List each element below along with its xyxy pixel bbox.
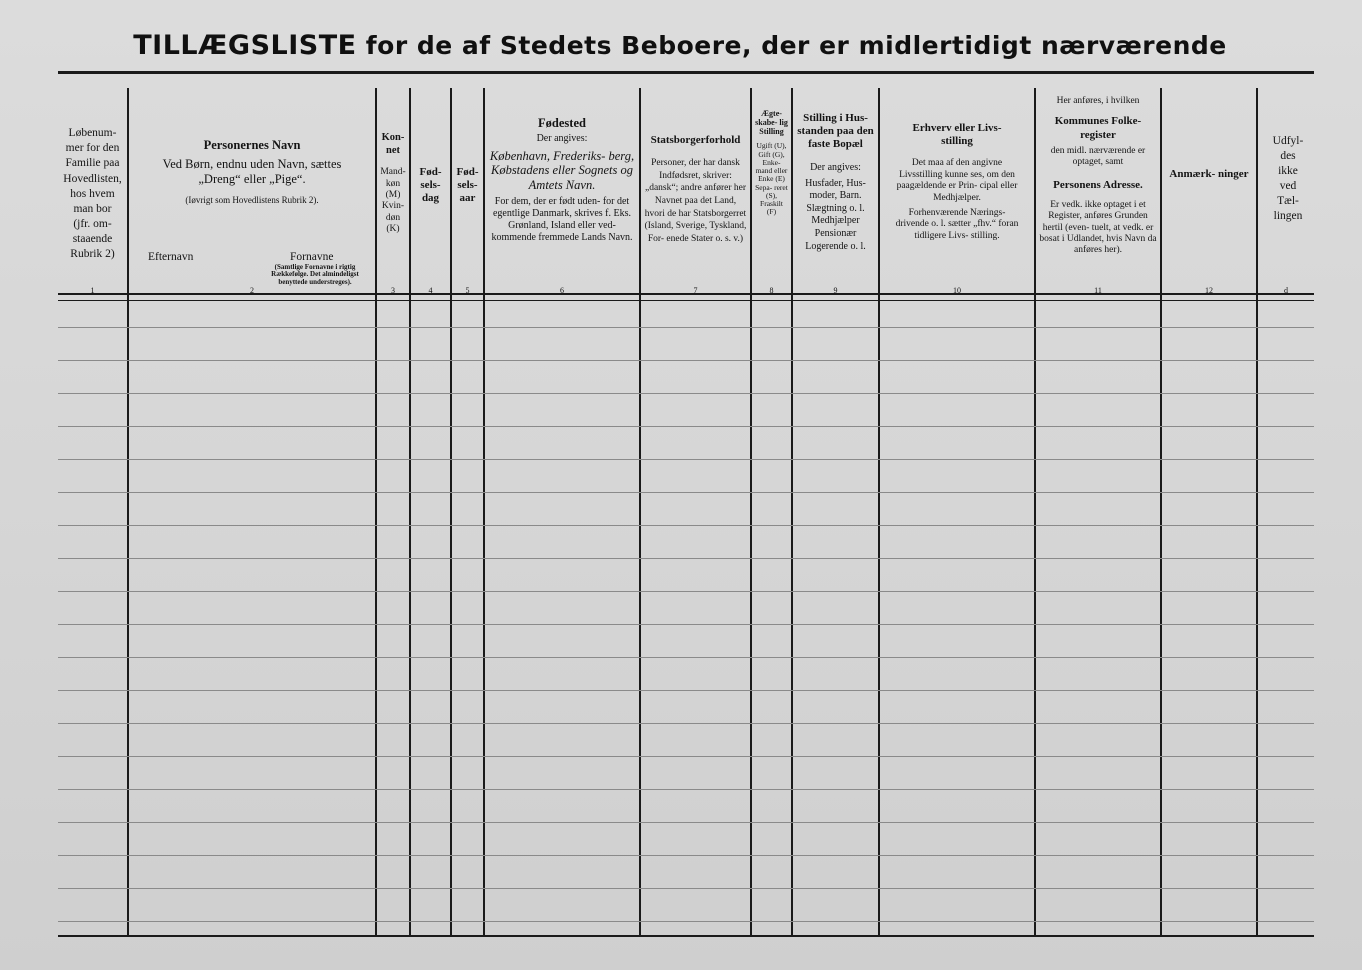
column-9-sub: Der angives: bbox=[810, 161, 861, 173]
form-title-rest: for de af Stedets Beboere, der er midlertidigt nærværende bbox=[356, 31, 1227, 60]
surname-subheader: Efternavn bbox=[148, 251, 194, 263]
form-title-main: TILLÆGSLISTE bbox=[133, 30, 357, 61]
column-6-places: København, Frederiks- berg, Købstadens eller Sognets og Amtets Navn. bbox=[489, 149, 635, 192]
column-7-header bbox=[641, 134, 750, 245]
column-5-heading: Fød- sels- aar bbox=[456, 166, 479, 205]
entry-row-line bbox=[58, 921, 1314, 922]
entry-row-line bbox=[58, 327, 1314, 328]
header-text-line: ved bbox=[1279, 179, 1297, 192]
column-number: 10 bbox=[953, 286, 961, 295]
column-divider bbox=[409, 88, 411, 937]
header-text-line: ikke bbox=[1278, 164, 1298, 177]
column-2-header bbox=[130, 138, 374, 206]
header-text-line: man bor bbox=[73, 202, 112, 215]
column-divider bbox=[127, 88, 129, 937]
header-text-line: Udfyl- bbox=[1272, 135, 1304, 147]
entry-row-line bbox=[58, 756, 1314, 757]
column-number: 7 bbox=[693, 286, 698, 295]
column-10-header bbox=[880, 122, 1034, 242]
column-3-text: Mand- køn (M) Kvin- døn (K) bbox=[380, 167, 406, 235]
column-11-header bbox=[1036, 96, 1160, 257]
entry-row-line bbox=[58, 393, 1314, 394]
column-7-heading: Statsborgerforhold bbox=[650, 134, 741, 146]
column-6-text: For dem, der er født uden- for det egentlige Danmark, skrives f. Eks. Grønland, Island eller ved- kommende fremmede Lands Navn. bbox=[491, 196, 633, 244]
entry-row-line bbox=[58, 525, 1314, 526]
column-2-heading: Personernes Navn bbox=[203, 138, 301, 152]
column-number: d bbox=[1284, 286, 1288, 295]
column-number: 3 bbox=[391, 286, 395, 295]
entry-row-line bbox=[58, 855, 1314, 856]
column-divider bbox=[450, 88, 452, 937]
column-divider bbox=[1256, 88, 1258, 937]
column-number: 12 bbox=[1205, 286, 1213, 295]
header-text-line: hos hvem bbox=[70, 187, 115, 200]
column-9-text: Husfader, Hus- moder, Barn. Slægtning o. l. Medhjælper Pensionær Logerende o. l. bbox=[805, 177, 866, 252]
column-8-text: Ugift (U), Gift (G), Enke- mand eller Enke (E) Sepa- reret (S), Fraskilt (F) bbox=[755, 141, 788, 217]
entry-row-line bbox=[58, 690, 1314, 691]
bottom-rule bbox=[58, 935, 1314, 937]
header-text-line: Familie paa bbox=[65, 157, 120, 170]
entry-row-line bbox=[58, 591, 1314, 592]
column-6-sub: Der angives: bbox=[536, 133, 588, 144]
column-9-heading: Stilling i Hus- standen paa den faste Bopæl bbox=[797, 112, 874, 151]
header-bottom-rule-2 bbox=[58, 300, 1314, 301]
header-text-line: (jfr. om- bbox=[73, 218, 112, 231]
given-names-note bbox=[258, 264, 372, 286]
column-divider bbox=[1160, 88, 1162, 937]
entry-row-line bbox=[58, 789, 1314, 790]
entry-row-line bbox=[58, 822, 1314, 823]
column-11-heading-2: Personens Adresse. bbox=[1053, 178, 1143, 191]
column-8-header bbox=[752, 110, 791, 217]
column-12-header bbox=[1162, 168, 1256, 185]
column-number: 6 bbox=[560, 286, 564, 295]
header-text-line: Hovedlisten, bbox=[63, 172, 122, 185]
column-4-header bbox=[411, 166, 450, 210]
column-1-header bbox=[58, 126, 127, 263]
column-number: 8 bbox=[769, 286, 774, 295]
header-text-line: Løbenum- bbox=[68, 127, 117, 139]
header-text-line: lingen bbox=[1273, 209, 1303, 222]
entry-row-line bbox=[58, 888, 1314, 889]
column-6-header bbox=[485, 116, 639, 244]
column-5-header bbox=[452, 166, 483, 210]
column-8-heading: Ægte- skabe- lig Stilling bbox=[755, 110, 788, 136]
column-9-header bbox=[793, 112, 878, 253]
given-names-subheader: Fornavne bbox=[290, 251, 334, 263]
form-title bbox=[60, 30, 1300, 61]
entry-row-line bbox=[58, 360, 1314, 361]
column-10-heading: Erhverv eller Livs- stilling bbox=[912, 122, 1002, 148]
column-10-text-2: Forhenværende Nærings- drivende o. l. sætter „fhv.“ foran tidligere Livs- stilling. bbox=[895, 207, 1019, 241]
column-d-text bbox=[1262, 134, 1314, 224]
column-number: 9 bbox=[833, 286, 838, 295]
column-10-text: Det maa af den angivne Livsstilling kunne ses, om den paagældende er Prin- cipal eller Medhjælper. bbox=[896, 158, 1018, 203]
column-11-pre: Her anføres, i hvilken bbox=[1056, 96, 1140, 106]
header-text-line: des bbox=[1280, 149, 1296, 162]
header-text-line: mer for den bbox=[65, 142, 120, 155]
column-12-heading: Anmærk- ninger bbox=[1169, 168, 1249, 180]
column-4-heading: Fød- sels- dag bbox=[419, 166, 442, 205]
header-text-line: staaende bbox=[72, 233, 113, 246]
header-text-line: Rubrik 2) bbox=[70, 248, 115, 261]
column-number: 2 bbox=[250, 286, 254, 295]
column-7-text: Personer, der har dansk Indfødsret, skriver: „dansk“; andre anfører her Navnet paa det Land, hvori de har Statsborgerret (Island, Sverige, Tyskland, For- enede Stater o. s. v.) bbox=[644, 158, 747, 244]
column-11-text-2: Er vedk. ikke optaget i et Register, anføres Grunden hertil (even- tuelt, at vedk. er bosat i Udlandet, hvis Navn da anføres her). bbox=[1039, 199, 1157, 256]
column-1-text bbox=[61, 126, 124, 263]
column-3-heading: Kon- net bbox=[381, 132, 405, 156]
entry-row-line bbox=[58, 624, 1314, 625]
entry-row-line bbox=[58, 723, 1314, 724]
top-rule bbox=[58, 71, 1314, 74]
entry-row-line bbox=[58, 459, 1314, 460]
given-names-note-text: (Samtlige Fornavne i rigtig Rækkefølge. Det almindeligst benyttede understreges). bbox=[271, 264, 359, 286]
entry-row-line bbox=[58, 492, 1314, 493]
column-6-heading: Fødested bbox=[538, 116, 586, 130]
entry-row-line bbox=[58, 426, 1314, 427]
column-number: 1 bbox=[90, 286, 95, 295]
header-text-line: Tæl- bbox=[1277, 194, 1299, 207]
column-number: 11 bbox=[1094, 286, 1102, 295]
column-2-text: Ved Børn, endnu uden Navn, sættes „Dreng“ eller „Pige“. bbox=[162, 157, 342, 186]
column-11-heading: Kommunes Folke- register bbox=[1054, 115, 1142, 141]
column-d-header bbox=[1262, 134, 1314, 224]
column-2-note: (Iøvrigt som Hovedlistens Rubrik 2). bbox=[185, 195, 319, 205]
entry-row-line bbox=[58, 657, 1314, 658]
entry-row-line bbox=[58, 558, 1314, 559]
column-number: 4 bbox=[428, 286, 433, 295]
column-number: 5 bbox=[465, 286, 470, 295]
column-3-header bbox=[377, 132, 409, 236]
column-11-text: den midl. nærværende er optaget, samt bbox=[1050, 145, 1146, 168]
